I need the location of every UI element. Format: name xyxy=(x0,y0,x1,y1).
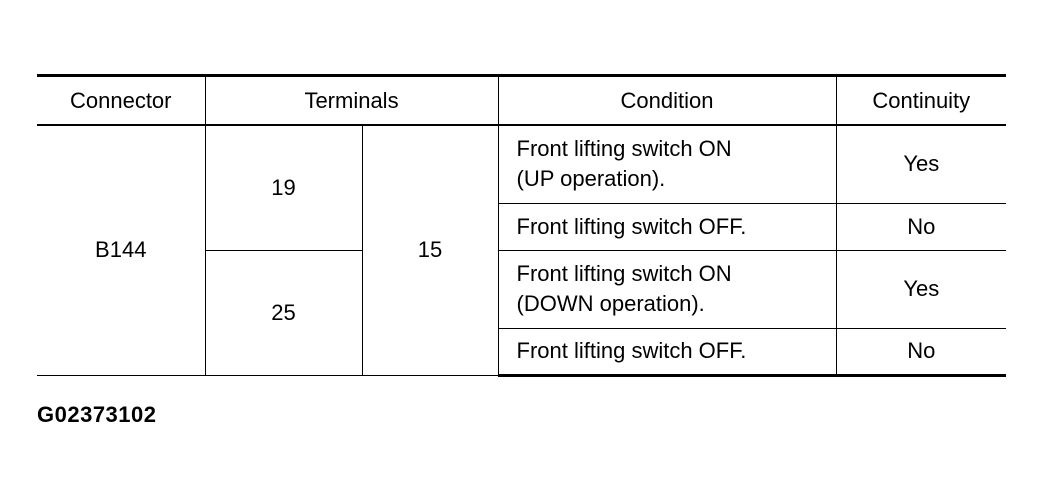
table-header-row xyxy=(37,76,1006,126)
connector-cell: B144 xyxy=(37,125,205,375)
condition-line: Front lifting switch OFF. xyxy=(516,338,747,363)
condition-cell xyxy=(498,125,836,203)
header-terminals: Terminals xyxy=(205,76,498,126)
header-condition: Condition xyxy=(498,76,836,126)
figure-id: G02373102 xyxy=(37,402,157,427)
condition-line: (UP operation). xyxy=(516,166,666,192)
terminal-cell: 19 xyxy=(205,125,362,250)
continuity-cell: Yes xyxy=(836,125,1006,203)
table-row xyxy=(37,125,1006,203)
header-connector: Connector xyxy=(37,76,205,126)
continuity-spec-table xyxy=(37,74,1006,377)
condition-line: (DOWN operation). xyxy=(516,291,705,316)
condition-line: Front lifting switch ON xyxy=(516,261,732,286)
condition-cell xyxy=(498,328,836,375)
terminal-cell: 15 xyxy=(362,125,498,375)
continuity-cell: No xyxy=(836,203,1006,250)
condition-cell xyxy=(498,250,836,328)
continuity-cell: No xyxy=(836,328,1006,375)
condition-line: Front lifting switch ON xyxy=(516,136,732,162)
terminal-cell: 25 xyxy=(205,250,362,375)
condition-line: Front lifting switch OFF. xyxy=(516,213,747,239)
continuity-cell: Yes xyxy=(836,250,1006,328)
condition-cell xyxy=(498,203,836,250)
header-continuity: Continuity xyxy=(836,76,1006,126)
